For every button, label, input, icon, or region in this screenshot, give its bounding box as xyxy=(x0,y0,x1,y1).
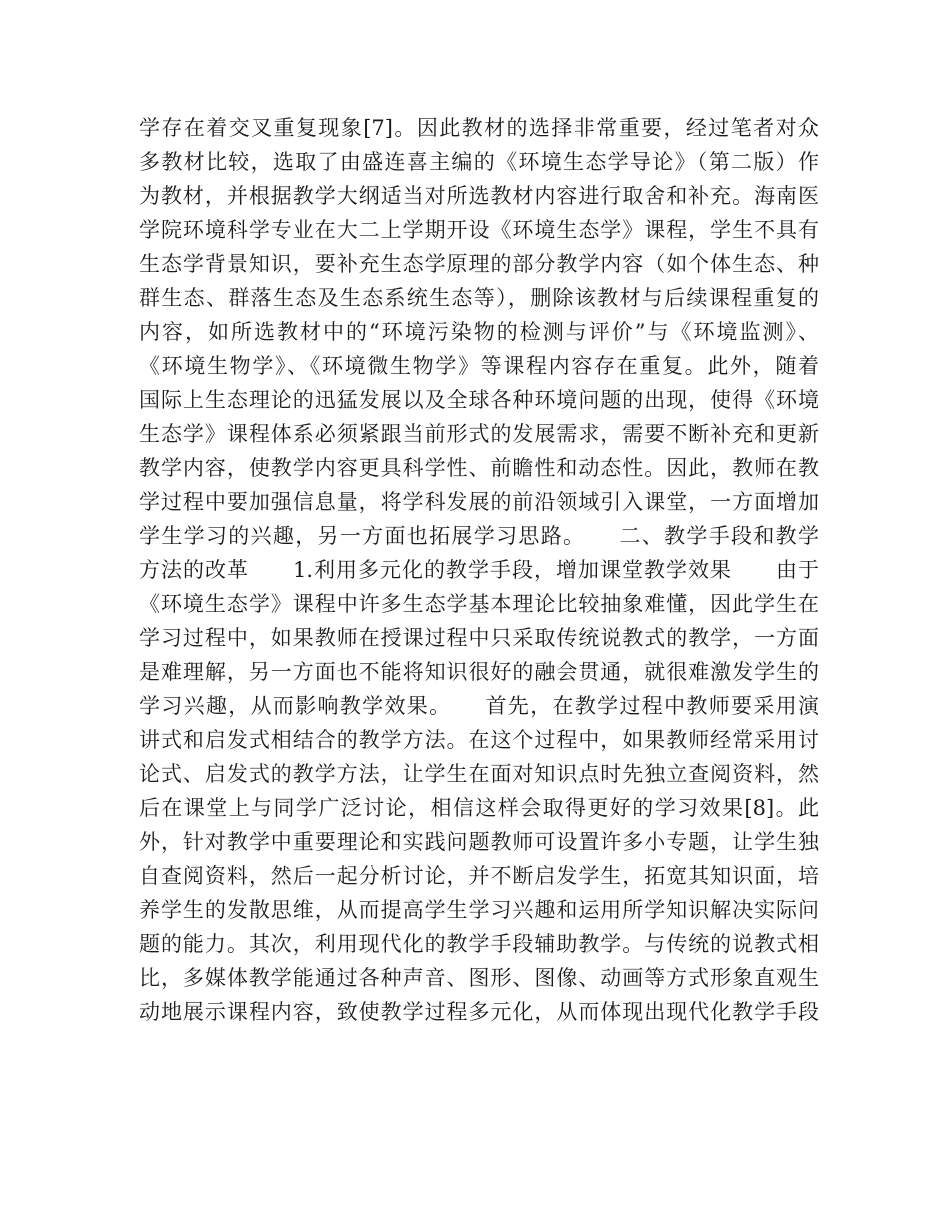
text-line: 学院环境科学专业在大二上学期开设《环境生态学》课程，学生不具有 xyxy=(139,218,819,242)
text-line: 为教材，并根据教学大纲适当对所选教材内容进行取舍和补充。海南医 xyxy=(139,184,819,208)
text-line: 教学内容，使教学内容更具科学性、前瞻性和动态性。因此，教师在教 xyxy=(139,456,819,480)
text-line: 学习兴趣，从而影响教学效果。 首先，在教学过程中教师要采用演 xyxy=(139,694,819,718)
text-line: 后在课堂上与同学广泛讨论，相信这样会取得更好的学习效果[8]。此 xyxy=(139,796,819,820)
text-line: 比，多媒体教学能通过各种声音、图形、图像、动画等方式形象直观生 xyxy=(139,966,819,990)
text-line: 学习过程中，如果教师在授课过程中只采取传统说教式的教学，一方面 xyxy=(139,626,819,650)
text-line: 题的能力。其次，利用现代化的教学手段辅助教学。与传统的说教式相 xyxy=(139,932,819,956)
text-line: 是难理解，另一方面也不能将知识很好的融会贯通，就很难激发学生的 xyxy=(139,660,819,684)
text-line: 国际上生态理论的迅猛发展以及全球各种环境问题的出现，使得《环境 xyxy=(139,388,819,412)
text-line: 《环境生态学》课程中许多生态学基本理论比较抽象难懂，因此学生在 xyxy=(139,592,819,616)
text-line: 多教材比较，选取了由盛连喜主编的《环境生态学导论》（第二版）作 xyxy=(139,150,819,174)
text-line: 生态学背景知识，要补充生态学原理的部分教学内容（如个体生态、种 xyxy=(139,252,819,276)
text-line: 内容，如所选教材中的“环境污染物的检测与评价”与《环境监测》、 xyxy=(139,320,819,344)
text-line: 学存在着交叉重复现象[7]。因此教材的选择非常重要，经过笔者对众 xyxy=(139,116,819,140)
text-line: 论式、启发式的教学方法，让学生在面对知识点时先独立查阅资料，然 xyxy=(139,762,819,786)
text-line: 方法的改革 1.利用多元化的教学手段，增加课堂教学效果 由于 xyxy=(139,558,819,582)
text-line: 学生学习的兴趣，另一方面也拓展学习思路。 二、教学手段和教学 xyxy=(139,524,819,548)
text-line: 《环境生物学》、《环境微生物学》等课程内容存在重复。此外，随着 xyxy=(139,354,819,378)
text-line: 自查阅资料，然后一起分析讨论，并不断启发学生，拓宽其知识面，培 xyxy=(139,864,819,888)
body-text xyxy=(139,111,819,1029)
text-line: 学过程中要加强信息量，将学科发展的前沿领域引入课堂，一方面增加 xyxy=(139,490,819,514)
text-line: 生态学》课程体系必须紧跟当前形式的发展需求，需要不断补充和更新 xyxy=(139,422,819,446)
text-line: 动地展示课程内容，致使教学过程多元化，从而体现出现代化教学手段 xyxy=(139,1000,819,1024)
text-line: 群生态、群落生态及生态系统生态等），删除该教材与后续课程重复的 xyxy=(139,286,819,310)
text-line: 讲式和启发式相结合的教学方法。在这个过程中，如果教师经常采用讨 xyxy=(139,728,819,752)
text-line: 外，针对教学中重要理论和实践问题教师可设置许多小专题，让学生独 xyxy=(139,830,819,854)
text-line: 养学生的发散思维，从而提高学生学习兴趣和运用所学知识解决实际问 xyxy=(139,898,819,922)
